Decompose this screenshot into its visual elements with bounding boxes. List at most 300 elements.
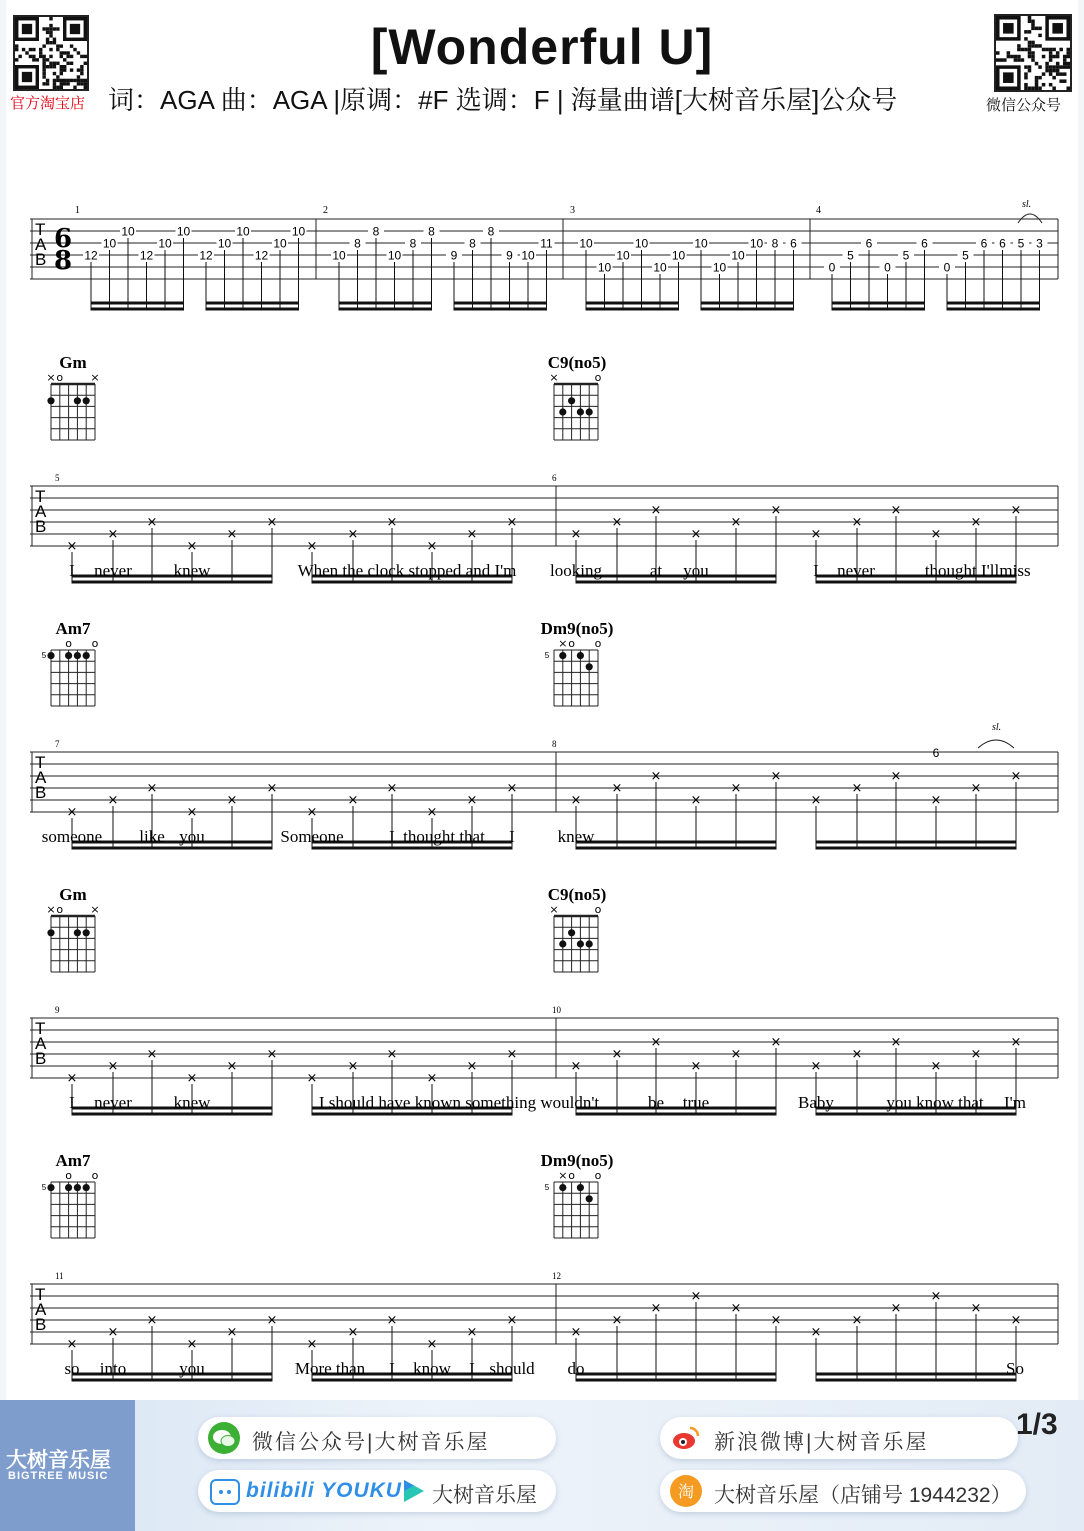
strum-mark: × bbox=[890, 503, 902, 518]
tab-clef-letter: A bbox=[35, 1300, 47, 1319]
strum-mark: × bbox=[266, 781, 278, 796]
chord-name: Gm bbox=[59, 353, 87, 372]
strum-mark: × bbox=[1010, 1313, 1022, 1328]
strum-mark: × bbox=[930, 1059, 942, 1074]
measure-number: 9 bbox=[55, 1005, 60, 1015]
finger-dot bbox=[559, 652, 566, 659]
fret-number: 8 bbox=[354, 236, 361, 251]
tab-clef-letter: B bbox=[35, 1049, 47, 1068]
strum-mark: × bbox=[890, 1301, 902, 1316]
lyric-word: I bbox=[813, 561, 819, 580]
chord-name: C9(no5) bbox=[547, 885, 607, 904]
fret-number: 10 bbox=[616, 248, 630, 263]
lyric-word: I bbox=[389, 827, 395, 846]
chord-name: Dm9(no5) bbox=[540, 1151, 614, 1170]
strum-mark: × bbox=[347, 1059, 359, 1074]
string-marker: o bbox=[65, 1169, 72, 1182]
tab-clef-letter: A bbox=[35, 1034, 47, 1053]
weibo-icon bbox=[670, 1422, 702, 1454]
fret-number: 8 bbox=[771, 236, 779, 251]
lyric-word: you know that bbox=[886, 1093, 984, 1112]
strum-mark: × bbox=[306, 805, 318, 820]
lyric-word: thought that bbox=[403, 827, 485, 846]
tab-clef-letter: T bbox=[35, 487, 46, 506]
fret-number: 8 bbox=[409, 236, 417, 251]
strum-mark: × bbox=[570, 1325, 582, 1340]
strum-mark: × bbox=[690, 793, 702, 808]
fret-number: 10 bbox=[749, 236, 764, 251]
strum-mark: × bbox=[66, 1071, 78, 1086]
lyric-word: I bbox=[389, 1359, 395, 1378]
strum-mark: × bbox=[650, 769, 662, 784]
chord-name: Am7 bbox=[55, 619, 91, 638]
strum-mark: × bbox=[107, 793, 119, 808]
strum-mark: × bbox=[810, 1059, 822, 1074]
strum-mark: × bbox=[970, 781, 982, 796]
fret-number: 10 bbox=[597, 260, 612, 275]
strum-mark: × bbox=[770, 769, 782, 784]
string-marker: o bbox=[594, 371, 602, 384]
measure-number: 10 bbox=[552, 1005, 561, 1015]
tab-clef-letter: A bbox=[35, 768, 47, 787]
bilibili-icon bbox=[210, 1479, 240, 1505]
strum-mark: × bbox=[970, 1301, 982, 1316]
strum-mark: × bbox=[186, 805, 198, 820]
strum-mark: × bbox=[347, 1325, 359, 1340]
string-marker: o bbox=[91, 637, 99, 650]
fret-number: 10 bbox=[634, 236, 649, 251]
strum-mark: × bbox=[690, 527, 702, 542]
base-fret: 5 bbox=[41, 1183, 47, 1192]
strum-mark: × bbox=[770, 1313, 782, 1328]
finger-dot bbox=[586, 408, 593, 415]
fret-number: 3 bbox=[1036, 236, 1043, 251]
lyric-word: knew bbox=[173, 1093, 211, 1112]
string-marker: o bbox=[568, 637, 575, 650]
strum-mark: × bbox=[146, 1313, 158, 1328]
lyric-word: I'm bbox=[1004, 1093, 1026, 1112]
brand-name: 大树音乐屋 bbox=[6, 1449, 111, 1472]
finger-dot bbox=[577, 408, 584, 415]
finger-dot bbox=[577, 940, 584, 947]
strum-mark: × bbox=[570, 527, 582, 542]
footer-banner bbox=[0, 1400, 1084, 1531]
lyric-word: you bbox=[179, 827, 205, 846]
string-marker: o bbox=[568, 1169, 575, 1182]
chord-diagram bbox=[549, 371, 601, 440]
string-marker: × bbox=[90, 903, 100, 916]
chord-name: C9(no5) bbox=[547, 353, 607, 372]
finger-dot bbox=[74, 929, 81, 936]
fret-number: 10 bbox=[236, 224, 250, 239]
lyric-word: like bbox=[139, 827, 165, 846]
taobao-label: 大树音乐屋（店铺号 1944232） bbox=[714, 1484, 1012, 1507]
strum-mark: × bbox=[851, 1313, 863, 1328]
strum-mark: × bbox=[851, 1047, 863, 1062]
chord-diagram bbox=[46, 903, 99, 972]
finger-dot bbox=[83, 397, 90, 404]
fret-number: 8 bbox=[487, 224, 495, 239]
time-signature: 8 bbox=[54, 246, 73, 276]
fret-number: 10 bbox=[291, 224, 306, 239]
brand-block bbox=[0, 1400, 135, 1531]
strum-mark: × bbox=[890, 769, 902, 784]
strum-mark: × bbox=[266, 1047, 278, 1062]
lyric-word: never bbox=[837, 561, 875, 580]
tab-clef-letter: B bbox=[35, 783, 47, 802]
strum-mark: × bbox=[466, 1325, 478, 1340]
strum-mark: × bbox=[650, 1301, 662, 1316]
tab-clef-letter: B bbox=[35, 517, 47, 536]
fret-number: 10 bbox=[332, 248, 346, 263]
finger-dot bbox=[74, 397, 81, 404]
finger-dot bbox=[74, 1184, 81, 1191]
finger-dot bbox=[559, 1184, 566, 1191]
lyric-word: Baby bbox=[798, 1093, 834, 1112]
wechat-caption: 微信公众号 bbox=[986, 97, 1062, 114]
string-marker: × bbox=[46, 903, 56, 916]
finger-dot bbox=[568, 929, 575, 936]
fret-number: 12 bbox=[254, 248, 269, 263]
chord-diagram bbox=[549, 903, 601, 972]
strum-mark: × bbox=[226, 1059, 238, 1074]
fret-number: 10 bbox=[712, 260, 727, 275]
fret-number: 10 bbox=[121, 224, 135, 239]
strum-mark: × bbox=[347, 527, 359, 542]
strum-mark: × bbox=[770, 503, 782, 518]
strum-mark: × bbox=[107, 1325, 119, 1340]
fret-number: 10 bbox=[387, 248, 402, 263]
strum-mark: × bbox=[66, 805, 78, 820]
lyric-word: I bbox=[69, 561, 75, 580]
fret-number: 0 bbox=[828, 260, 836, 275]
finger-dot bbox=[577, 1184, 584, 1191]
finger-dot bbox=[47, 1184, 54, 1191]
fret-number: 6 bbox=[921, 236, 928, 251]
lyric-word: true bbox=[682, 1093, 710, 1112]
fret-number: 6 bbox=[932, 746, 940, 760]
strum-mark: × bbox=[770, 1035, 782, 1050]
fret-number: 12 bbox=[199, 248, 213, 263]
strum-mark: × bbox=[226, 527, 238, 542]
strum-mark: × bbox=[107, 1059, 119, 1074]
string-marker: × bbox=[558, 1169, 568, 1182]
strum-mark: × bbox=[810, 527, 822, 542]
finger-dot bbox=[559, 940, 566, 947]
strum-mark: × bbox=[306, 1337, 318, 1352]
chord-name: Dm9(no5) bbox=[540, 619, 614, 638]
strum-mark: × bbox=[650, 503, 662, 518]
strum-mark: × bbox=[730, 515, 742, 530]
finger-dot bbox=[568, 397, 575, 404]
fret-number: 10 bbox=[521, 248, 535, 263]
strum-mark: × bbox=[426, 539, 438, 554]
strum-mark: × bbox=[506, 781, 518, 796]
strum-mark: × bbox=[1010, 503, 1022, 518]
lyric-word: When the clock stopped and I'm bbox=[297, 561, 517, 580]
strum-mark: × bbox=[426, 805, 438, 820]
measure-number: 2 bbox=[323, 205, 328, 216]
tab-clef-letter: T bbox=[35, 1019, 46, 1038]
lyric-word: miss bbox=[999, 561, 1031, 580]
base-fret: 5 bbox=[41, 651, 47, 660]
strum-mark: × bbox=[386, 1047, 398, 1062]
chord-name: Am7 bbox=[55, 1151, 91, 1170]
lyric-word: I bbox=[469, 1359, 475, 1378]
tab-clef-letter: A bbox=[35, 502, 47, 521]
lyric-word: So bbox=[1006, 1359, 1024, 1378]
chord-diagram bbox=[545, 637, 602, 706]
fret-number: 10 bbox=[671, 248, 686, 263]
fret-number: 10 bbox=[273, 236, 287, 251]
finger-dot bbox=[47, 929, 54, 936]
lyric-word: someone bbox=[41, 827, 103, 846]
song-credits: 词：AGA 曲：AGA |原调：#F 选调：F | 海量曲谱[大树音乐屋]公众号 bbox=[108, 85, 898, 115]
taobao-caption: 官方淘宝店 bbox=[10, 95, 86, 112]
string-marker: × bbox=[90, 371, 100, 384]
strum-mark: × bbox=[810, 1325, 822, 1340]
slide-label: sl. bbox=[992, 722, 1002, 733]
chord-name: Gm bbox=[59, 885, 87, 904]
measure-number: 1 bbox=[75, 205, 80, 216]
finger-dot bbox=[586, 663, 593, 670]
strum-mark: × bbox=[386, 781, 398, 796]
strum-mark: × bbox=[650, 1035, 662, 1050]
strum-mark: × bbox=[690, 1059, 702, 1074]
chord-diagram bbox=[46, 371, 99, 440]
video-sites-label: bilibili YOUKU bbox=[246, 1479, 402, 1502]
fret-number: 10 bbox=[102, 236, 117, 251]
taobao-link[interactable] bbox=[660, 1470, 1026, 1512]
fret-number: 6 bbox=[865, 236, 873, 251]
lyric-word: knew bbox=[557, 827, 595, 846]
finger-dot bbox=[577, 652, 584, 659]
strum-mark: × bbox=[1010, 769, 1022, 784]
string-marker: o bbox=[594, 903, 602, 916]
strum-mark: × bbox=[690, 1289, 702, 1304]
lyric-word: so bbox=[64, 1359, 80, 1378]
lyric-word: never bbox=[94, 1093, 132, 1112]
fret-number: 10 bbox=[579, 236, 593, 251]
tab-clef-letter: T bbox=[35, 220, 46, 239]
strum-mark: × bbox=[506, 515, 518, 530]
finger-dot bbox=[83, 929, 90, 936]
strum-mark: × bbox=[347, 793, 359, 808]
strum-mark: × bbox=[266, 515, 278, 530]
string-marker: × bbox=[558, 637, 568, 650]
strum-mark: × bbox=[930, 1289, 942, 1304]
lyric-word: never bbox=[94, 561, 132, 580]
fret-number: 8 bbox=[428, 224, 435, 239]
strum-mark: × bbox=[386, 515, 398, 530]
measure-number: 5 bbox=[55, 473, 60, 483]
strum-mark: × bbox=[466, 527, 478, 542]
strum-mark: × bbox=[107, 527, 119, 542]
strum-mark: × bbox=[506, 1313, 518, 1328]
video-sites-link[interactable] bbox=[198, 1470, 556, 1512]
string-marker: × bbox=[46, 371, 56, 384]
strum-mark: × bbox=[611, 1313, 623, 1328]
chord-diagram bbox=[42, 637, 99, 706]
fret-number: 12 bbox=[84, 248, 98, 263]
video-channel-name: 大树音乐屋 bbox=[432, 1484, 537, 1507]
time-signature: 6 bbox=[54, 224, 73, 254]
lyric-word: know bbox=[413, 1359, 451, 1378]
fret-number: 0 bbox=[884, 260, 891, 275]
lyric-word: looking bbox=[550, 561, 602, 580]
brand-english: BIGTREE MUSIC bbox=[8, 1470, 109, 1482]
string-marker: o bbox=[56, 903, 64, 916]
strum-mark: × bbox=[226, 793, 238, 808]
strum-mark: × bbox=[930, 793, 942, 808]
lyric-word: knew bbox=[173, 561, 211, 580]
slide-label: sl. bbox=[1022, 199, 1032, 210]
strum-mark: × bbox=[466, 793, 478, 808]
fret-number: 6 bbox=[999, 236, 1006, 251]
weibo-label: 新浪微博|大树音乐屋 bbox=[714, 1431, 929, 1454]
strum-mark: × bbox=[266, 1313, 278, 1328]
strum-mark: × bbox=[970, 515, 982, 530]
finger-dot bbox=[65, 1184, 72, 1191]
tab-clef-letter: T bbox=[35, 753, 46, 772]
strum-mark: × bbox=[730, 1047, 742, 1062]
lyric-word: do bbox=[567, 1359, 585, 1378]
strum-mark: × bbox=[1010, 1035, 1022, 1050]
finger-dot bbox=[83, 1184, 90, 1191]
finger-dot bbox=[559, 408, 566, 415]
finger-dot bbox=[47, 397, 54, 404]
lyric-word: I bbox=[69, 1093, 75, 1112]
song-title: [Wonderful U] bbox=[370, 19, 714, 75]
measure-number: 7 bbox=[55, 739, 60, 749]
fret-number: 9 bbox=[506, 248, 513, 263]
strum-mark: × bbox=[851, 781, 863, 796]
wechat-icon bbox=[208, 1422, 240, 1454]
string-marker: o bbox=[65, 637, 72, 650]
fret-number: 12 bbox=[139, 248, 154, 263]
string-marker: o bbox=[594, 637, 602, 650]
fret-number: 10 bbox=[158, 236, 172, 251]
strum-mark: × bbox=[506, 1047, 518, 1062]
strum-mark: × bbox=[730, 1301, 742, 1316]
strum-mark: × bbox=[810, 793, 822, 808]
string-marker: o bbox=[91, 1169, 99, 1182]
fret-number: 9 bbox=[450, 248, 458, 263]
strum-mark: × bbox=[306, 1071, 318, 1086]
fret-number: 5 bbox=[962, 248, 969, 263]
strum-mark: × bbox=[466, 1059, 478, 1074]
string-marker: o bbox=[594, 1169, 602, 1182]
finger-dot bbox=[74, 652, 81, 659]
lyric-word: I bbox=[509, 827, 515, 846]
strum-mark: × bbox=[851, 515, 863, 530]
tab-clef-letter: A bbox=[35, 235, 47, 254]
fret-number: 10 bbox=[217, 236, 232, 251]
measure-number: 11 bbox=[55, 1271, 64, 1281]
base-fret: 5 bbox=[544, 1183, 550, 1192]
strum-mark: × bbox=[730, 781, 742, 796]
strum-mark: × bbox=[226, 1325, 238, 1340]
fret-number: 5 bbox=[1017, 236, 1025, 251]
finger-dot bbox=[83, 652, 90, 659]
slide-arc bbox=[978, 740, 1014, 748]
fret-number: 5 bbox=[847, 248, 854, 263]
strum-mark: × bbox=[611, 1047, 623, 1062]
fret-number: 10 bbox=[694, 236, 708, 251]
fret-number: 0 bbox=[943, 260, 951, 275]
fret-number: 5 bbox=[902, 248, 910, 263]
strum-mark: × bbox=[306, 539, 318, 554]
measure-number: 3 bbox=[570, 205, 575, 216]
fret-number: 6 bbox=[980, 236, 988, 251]
string-marker: × bbox=[549, 371, 559, 384]
lyric-word: be bbox=[647, 1093, 665, 1112]
youku-play-icon bbox=[402, 1478, 426, 1504]
finger-dot bbox=[586, 1195, 593, 1202]
strum-mark: × bbox=[930, 527, 942, 542]
strum-mark: × bbox=[146, 515, 158, 530]
chord-diagram bbox=[42, 1169, 99, 1238]
lyric-word: into bbox=[99, 1359, 127, 1378]
taobao-icon bbox=[670, 1475, 702, 1507]
wechat-label: 微信公众号|大树音乐屋 bbox=[252, 1431, 490, 1454]
tab-clef-letter: T bbox=[35, 1285, 46, 1304]
finger-dot bbox=[586, 940, 593, 947]
strum-mark: × bbox=[426, 1337, 438, 1352]
tab-clef-letter: B bbox=[35, 1315, 47, 1334]
fret-number: 6 bbox=[790, 236, 797, 251]
strum-mark: × bbox=[186, 539, 198, 554]
strum-mark: × bbox=[66, 539, 78, 554]
strum-mark: × bbox=[146, 781, 158, 796]
strum-mark: × bbox=[570, 1059, 582, 1074]
lyric-word: at bbox=[649, 561, 663, 580]
fret-number: 11 bbox=[540, 236, 553, 251]
strum-mark: × bbox=[186, 1337, 198, 1352]
strum-mark: × bbox=[611, 515, 623, 530]
strum-mark: × bbox=[386, 1313, 398, 1328]
measure-number: 8 bbox=[552, 739, 557, 749]
svg-text:淘: 淘 bbox=[677, 1482, 695, 1501]
strum-mark: × bbox=[146, 1047, 158, 1062]
strum-mark: × bbox=[426, 1071, 438, 1086]
base-fret: 5 bbox=[544, 651, 550, 660]
strum-mark: × bbox=[66, 1337, 78, 1352]
fret-number: 10 bbox=[176, 224, 191, 239]
wechat-link[interactable] bbox=[198, 1417, 556, 1459]
string-marker: × bbox=[549, 903, 559, 916]
lyric-word: should bbox=[489, 1359, 535, 1378]
lyric-word: thought I'll bbox=[924, 561, 1000, 580]
tab-clef-letter: B bbox=[35, 250, 47, 269]
strum-mark: × bbox=[186, 1071, 198, 1086]
fret-number: 10 bbox=[653, 260, 667, 275]
lyric-word: I should have known something wouldn't bbox=[318, 1093, 600, 1112]
weibo-link[interactable] bbox=[660, 1417, 1018, 1459]
lyric-word: you bbox=[683, 561, 709, 580]
lyric-word: Someone bbox=[280, 827, 344, 846]
fret-number: 8 bbox=[372, 224, 380, 239]
measure-number: 12 bbox=[552, 1271, 561, 1281]
finger-dot bbox=[47, 652, 54, 659]
measure-number: 4 bbox=[816, 205, 821, 216]
strum-mark: × bbox=[970, 1047, 982, 1062]
strum-mark: × bbox=[570, 793, 582, 808]
strum-mark: × bbox=[890, 1035, 902, 1050]
chord-diagram bbox=[545, 1169, 602, 1238]
string-marker: o bbox=[56, 371, 64, 384]
measure-number: 6 bbox=[552, 473, 557, 483]
